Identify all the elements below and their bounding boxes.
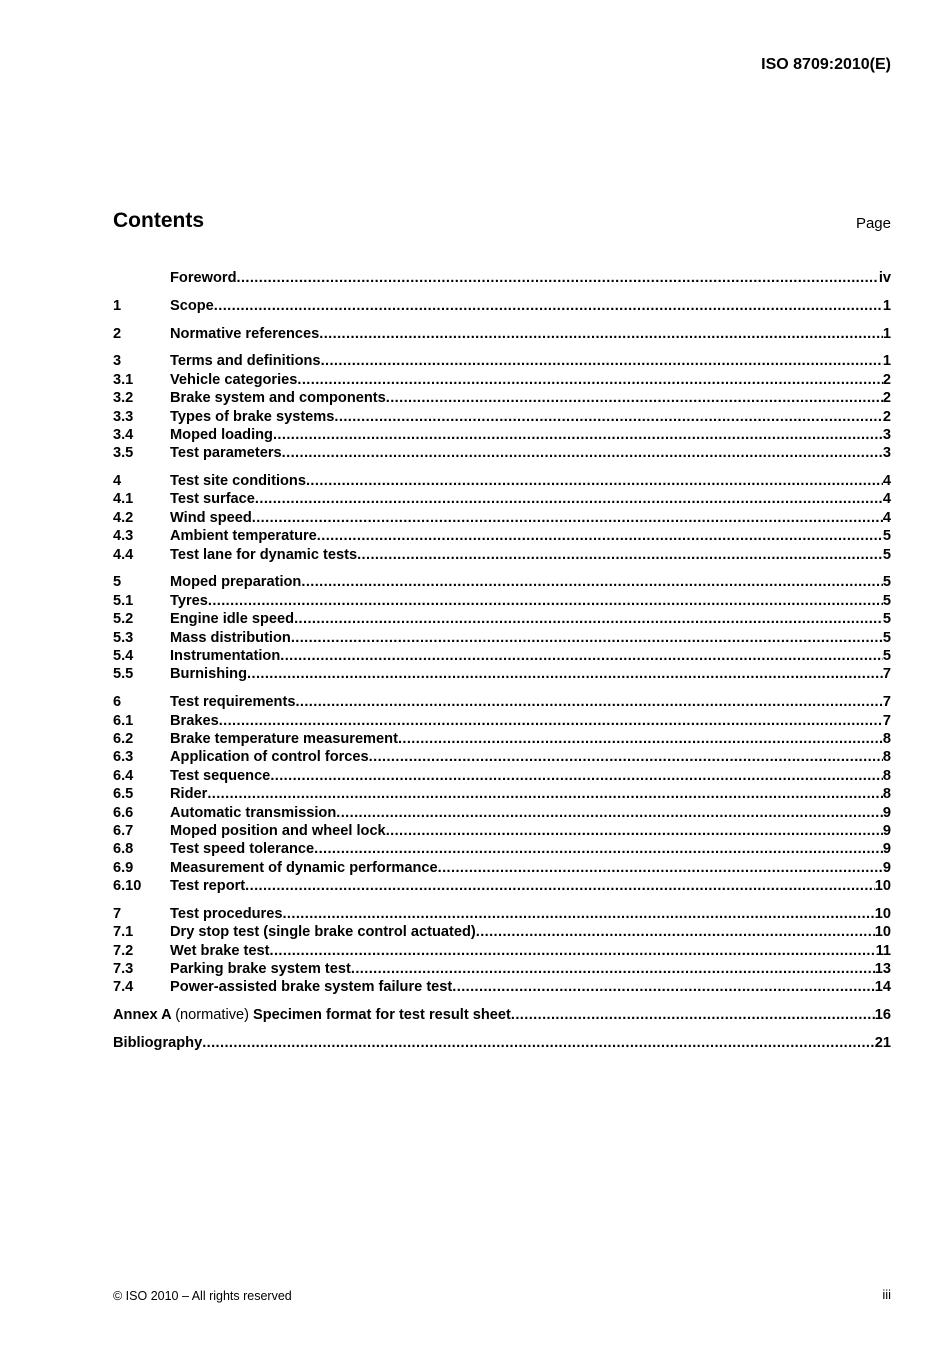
toc-entry-title: Normative references — [170, 325, 320, 342]
toc-entry-page: 2 — [882, 390, 891, 407]
toc-entry-page: 3 — [882, 445, 891, 462]
toc-dot-leader — [291, 629, 883, 647]
toc-entry-page: 16 — [874, 1007, 891, 1024]
toc-entry[interactable] — [113, 978, 891, 996]
toc-entry-page: 8 — [882, 749, 891, 766]
toc-entry-number: 6.4 — [113, 767, 134, 784]
toc-entry[interactable] — [113, 647, 891, 665]
toc-dot-leader — [321, 352, 883, 370]
toc-dot-leader — [207, 785, 883, 803]
toc-entry[interactable] — [113, 472, 891, 490]
toc-entry[interactable] — [113, 822, 891, 840]
table-of-contents — [113, 269, 891, 1052]
toc-entry[interactable] — [113, 923, 891, 941]
toc-dot-leader — [295, 693, 882, 711]
toc-entry-page: 13 — [874, 961, 891, 978]
toc-entry-page: 5 — [882, 546, 891, 563]
toc-entry-title: Foreword — [170, 270, 237, 286]
toc-entry-title: Terms and definitions — [170, 353, 321, 370]
toc-entry[interactable] — [113, 610, 891, 628]
toc-entry-page: iv — [878, 270, 891, 286]
toc-entry-title: Types of brake systems — [170, 408, 335, 425]
toc-entry-number: 5.2 — [113, 611, 134, 628]
toc-entry[interactable] — [113, 592, 891, 610]
toc-entry-title: Mass distribution — [170, 629, 291, 646]
toc-entry-title: Application of control forces — [170, 749, 369, 766]
toc-entry-number: 6.5 — [113, 786, 134, 803]
toc-entry[interactable] — [113, 785, 891, 803]
toc-dot-leader — [357, 546, 883, 564]
toc-entry-number: 6.8 — [113, 841, 134, 858]
toc-entry[interactable] — [113, 509, 891, 527]
toc-entry-page: 1 — [882, 297, 891, 314]
toc-entry-number: 4.4 — [113, 546, 134, 563]
toc-entry-title: Brakes — [170, 712, 219, 729]
toc-dot-leader — [351, 960, 875, 978]
toc-dot-leader — [369, 748, 883, 766]
toc-entry[interactable] — [113, 665, 891, 683]
toc-entry-title: Automatic transmission — [170, 804, 337, 821]
toc-dot-leader — [247, 665, 883, 683]
toc-entry-title: Test surface — [170, 491, 255, 508]
toc-entry-page: 9 — [882, 859, 891, 876]
toc-entry-title: Tyres — [170, 592, 208, 609]
toc-entry-number: 5.5 — [113, 666, 134, 683]
toc-entry-title: Brake temperature measurement — [170, 730, 398, 747]
toc-entry-page: 8 — [882, 767, 891, 784]
toc-entry[interactable] — [113, 527, 891, 545]
toc-entry-bibliography[interactable] — [113, 1034, 891, 1052]
toc-entry-number: 7.3 — [113, 961, 134, 978]
toc-dot-leader — [270, 942, 876, 960]
toc-entry-page: 11 — [875, 942, 891, 959]
toc-dot-leader — [319, 325, 883, 343]
toc-entry-title: Test speed tolerance — [170, 841, 315, 858]
toc-entry-title: Moped preparation — [170, 574, 302, 591]
toc-entry[interactable] — [113, 269, 891, 287]
toc-dot-leader — [452, 978, 874, 996]
toc-dot-leader — [511, 1006, 875, 1024]
toc-dot-leader — [208, 592, 883, 610]
toc-entry-number: 6.10 — [113, 878, 142, 895]
toc-dot-leader — [214, 297, 883, 315]
toc-dot-leader — [294, 610, 883, 628]
toc-entry-title: Engine idle speed — [170, 611, 295, 628]
toc-entry-number: 5.1 — [113, 592, 134, 609]
toc-entry[interactable] — [113, 748, 891, 766]
toc-entry-page: 1 — [882, 325, 891, 342]
toc-entry-title: Test site conditions — [170, 473, 306, 490]
toc-entry[interactable] — [113, 942, 891, 960]
toc-entry[interactable] — [113, 767, 891, 785]
toc-entry-page: 14 — [874, 979, 891, 996]
toc-entry-title: Wet brake test — [170, 942, 270, 959]
toc-entry-number: 5.4 — [113, 647, 134, 664]
toc-entry-title: Burnishing — [170, 666, 248, 683]
toc-entry[interactable] — [113, 877, 891, 895]
toc-entry-title: Ambient temperature — [170, 528, 317, 545]
copyright-notice: © ISO 2010 – All rights reserved — [113, 1289, 292, 1303]
toc-entry-title: Brake system and components — [170, 390, 386, 407]
toc-entry[interactable] — [113, 960, 891, 978]
toc-dot-leader — [306, 472, 883, 490]
toc-entry-title: Bibliography — [113, 1034, 203, 1051]
toc-dot-leader — [476, 923, 875, 941]
toc-entry-number: 6.3 — [113, 749, 134, 766]
toc-entry-number: 7.2 — [113, 942, 134, 959]
annex-title: Specimen format for test result sheet — [252, 1007, 511, 1024]
toc-entry[interactable] — [113, 905, 891, 923]
toc-dot-leader — [282, 444, 883, 462]
toc-entry[interactable] — [113, 712, 891, 730]
toc-annex-label — [113, 1006, 511, 1024]
toc-dot-leader — [301, 573, 883, 591]
toc-entry-title: Test lane for dynamic tests — [170, 546, 358, 563]
toc-dot-leader — [398, 730, 883, 748]
toc-entry-page: 2 — [882, 371, 891, 388]
document-id: ISO 8709:2010(E) — [761, 56, 891, 73]
toc-entry-page: 4 — [882, 473, 891, 490]
toc-entry-title: Instrumentation — [170, 647, 281, 664]
toc-entry-page: 5 — [882, 611, 891, 628]
toc-dot-leader — [336, 804, 883, 822]
toc-entry[interactable] — [113, 297, 891, 315]
toc-dot-leader — [386, 389, 883, 407]
toc-entry-number: 4.1 — [113, 491, 134, 508]
toc-entry[interactable] — [113, 325, 891, 343]
toc-entry-page: 8 — [882, 786, 891, 803]
annex-type: (normative) — [175, 1007, 249, 1024]
toc-entry[interactable] — [113, 490, 891, 508]
toc-dot-leader — [245, 877, 875, 895]
toc-entry-number: 4 — [113, 473, 122, 490]
toc-entry-number: 3 — [113, 353, 122, 370]
toc-entry-page: 10 — [874, 924, 891, 941]
toc-entry-title: Dry stop test (single brake control actuated) — [170, 924, 476, 941]
toc-entry-number: 7.4 — [113, 979, 134, 996]
toc-entry-page: 5 — [882, 528, 891, 545]
toc-entry-page: 5 — [882, 592, 891, 609]
toc-entry-number: 2 — [113, 325, 122, 342]
toc-entry-number: 3.2 — [113, 390, 134, 407]
toc-dot-leader — [219, 712, 883, 730]
toc-entry-title: Moped position and wheel lock — [170, 822, 386, 839]
toc-entry-title: Test parameters — [170, 445, 282, 462]
toc-dot-leader — [314, 840, 883, 858]
toc-entry[interactable] — [113, 573, 891, 591]
toc-entry-page: 10 — [874, 905, 891, 922]
toc-entry-number: 6.7 — [113, 822, 134, 839]
toc-dot-leader — [334, 408, 882, 426]
toc-entry-number: 6.9 — [113, 859, 134, 876]
toc-entry-title: Measurement of dynamic performance — [170, 859, 438, 876]
toc-dot-leader — [273, 426, 883, 444]
toc-entry-number: 3.5 — [113, 445, 134, 462]
toc-entry-title: Wind speed — [170, 509, 252, 526]
toc-entry-number: 6 — [113, 694, 122, 711]
toc-entry-title: Test report — [170, 878, 246, 895]
toc-entry[interactable] — [113, 371, 891, 389]
toc-entry-page: 21 — [874, 1034, 891, 1051]
toc-entry-page: 7 — [882, 694, 891, 711]
toc-entry-page: 9 — [882, 804, 891, 821]
toc-entry[interactable] — [113, 693, 891, 711]
toc-entry[interactable] — [113, 352, 891, 370]
toc-entry-page: 5 — [882, 629, 891, 646]
toc-entry-page: 7 — [882, 712, 891, 729]
toc-entry-title: Vehicle categories — [170, 371, 298, 388]
toc-entry-number: 4.2 — [113, 509, 134, 526]
toc-entry-title: Rider — [170, 786, 208, 803]
toc-dot-leader — [252, 509, 883, 527]
toc-entry-title: Test sequence — [170, 767, 271, 784]
toc-entry[interactable] — [113, 859, 891, 877]
toc-entry-number: 6.1 — [113, 712, 134, 729]
toc-entry-title: Scope — [170, 297, 214, 314]
toc-entry[interactable] — [113, 804, 891, 822]
toc-entry-number: 1 — [113, 297, 122, 314]
toc-dot-leader — [282, 905, 874, 923]
page-number: iii — [882, 1287, 891, 1302]
toc-entry-page: 4 — [882, 491, 891, 508]
toc-entry[interactable] — [113, 426, 891, 444]
toc-entry-number: 7.1 — [113, 924, 134, 941]
toc-entry-page: 3 — [882, 426, 891, 443]
toc-entry-page: 7 — [882, 666, 891, 683]
toc-entry-page: 5 — [882, 647, 891, 664]
toc-dot-leader — [297, 371, 883, 389]
toc-entry-page: 5 — [882, 574, 891, 591]
toc-entry-title: Power-assisted brake system failure test — [170, 979, 453, 996]
toc-entry-number: 4.3 — [113, 528, 134, 545]
toc-entry-page: 10 — [874, 878, 891, 895]
toc-entry-number: 5 — [113, 574, 122, 591]
toc-entry-title: Test requirements — [170, 694, 296, 711]
toc-entry[interactable] — [113, 546, 891, 564]
toc-dot-leader — [280, 647, 883, 665]
toc-entry-annex[interactable] — [113, 1006, 891, 1024]
toc-entry-page: 9 — [882, 841, 891, 858]
toc-entry-page: 8 — [882, 730, 891, 747]
toc-entry[interactable] — [113, 840, 891, 858]
toc-dot-leader — [317, 527, 883, 545]
toc-entry-number: 6.6 — [113, 804, 134, 821]
toc-dot-leader — [270, 767, 883, 785]
toc-dot-leader — [438, 859, 883, 877]
page-title: Contents — [113, 209, 204, 232]
toc-entry-number: 5.3 — [113, 629, 134, 646]
toc-entry-number: 7 — [113, 905, 122, 922]
toc-entry[interactable] — [113, 389, 891, 407]
toc-entry-page: 2 — [882, 408, 891, 425]
toc-entry[interactable] — [113, 730, 891, 748]
toc-dot-leader — [236, 269, 878, 287]
toc-dot-leader — [386, 822, 883, 840]
toc-entry-number: 3.3 — [113, 408, 134, 425]
toc-entry-title: Moped loading — [170, 426, 273, 443]
toc-entry[interactable] — [113, 629, 891, 647]
toc-entry-title: Parking brake system test — [170, 961, 351, 978]
annex-prefix: Annex A — [113, 1007, 172, 1024]
toc-entry-number: 3.1 — [113, 371, 134, 388]
toc-dot-leader — [255, 490, 883, 508]
toc-entry-page: 9 — [882, 822, 891, 839]
page-column-label: Page — [855, 215, 891, 232]
toc-entry-page: 1 — [882, 353, 891, 370]
toc-entry-title: Test procedures — [170, 905, 283, 922]
toc-entry-number: 3.4 — [113, 426, 134, 443]
toc-dot-leader — [202, 1034, 875, 1052]
toc-entry-number: 6.2 — [113, 730, 134, 747]
toc-entry[interactable] — [113, 444, 891, 462]
toc-entry-page: 4 — [882, 509, 891, 526]
toc-entry[interactable] — [113, 408, 891, 426]
